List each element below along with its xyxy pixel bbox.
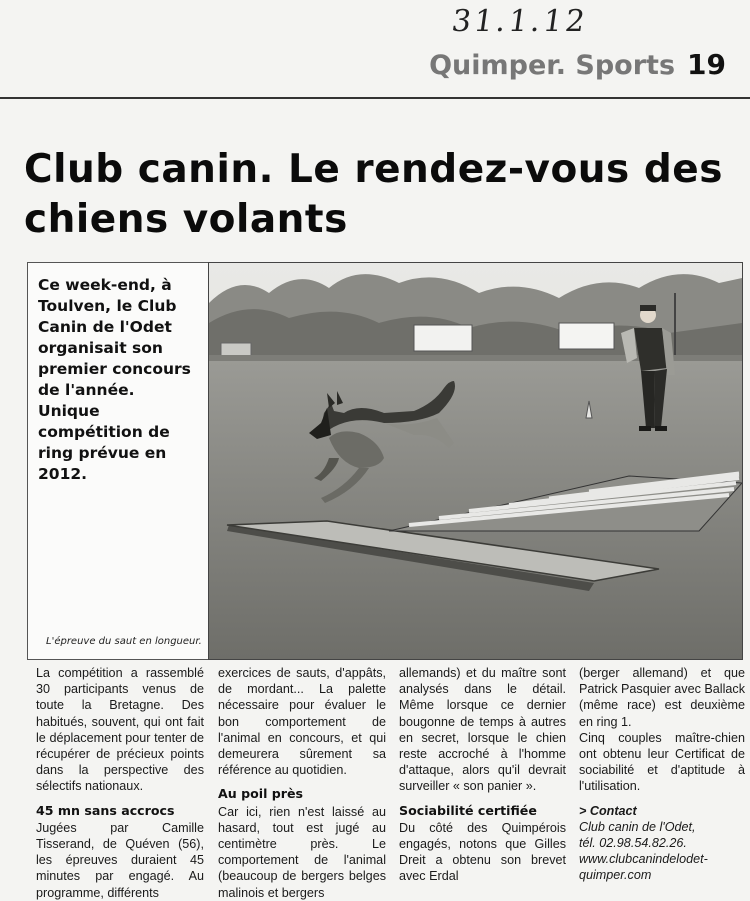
subheading-au-poil-pres: Au poil près (218, 786, 304, 802)
article-column-1 (36, 665, 204, 901)
article-lead: Ce week-end, à Toulven, le Club Canin de l'Odet organisait son premier concours de l'année. Unique compétition de ring prévue en 2012. (38, 276, 191, 483)
header-rule (0, 97, 750, 99)
column-3-paragraph-2: Du côté des Quimpérois engagés, notons que Gilles Dreit a obtenu son brevet avec Erdal (399, 820, 566, 884)
contact-club: Club canin de l'Odet, (579, 819, 696, 834)
article-column-4 (579, 665, 745, 884)
subheading-sociabilite: Sociabilité certifiée (399, 802, 537, 818)
column-1-paragraph-2: Jugées par Camille Tisserand, de Quéven (56), les épreuves duraient 45 minutes par engagé. Au programme, différents (36, 820, 204, 900)
photo-caption: L'épreuve du saut en longueur. (46, 636, 202, 647)
section-header (429, 48, 726, 81)
contact-phone: tél. 02.98.54.82.26. (579, 836, 687, 851)
article-photo (208, 262, 743, 660)
column-2-paragraph-1: exercices de sauts, d'appâts, de mordant... La palette nécessaire pour évaluer le bon comportement de l'animal en concours, et qui demeurera sûrement sa référence au quotidien. (218, 666, 386, 778)
contact-website-cont: quimper.com (579, 868, 652, 883)
column-4-paragraph-2: Cinq couples maître-chien ont obtenu leur Certificat de sociabilité et d'aptitude à l'utilisation. (579, 730, 745, 794)
article-column-2 (218, 665, 386, 901)
column-4-paragraph-1: (berger allemand) et que Patrick Pasquier avec Ballack (même race) est deuxième en ring 1. (579, 666, 745, 729)
photo-illustration (209, 263, 742, 659)
article-column-3 (399, 665, 566, 885)
column-3-paragraph-1: allemands) et du maître sont analysés dans le détail. Même lorsque ce dernier bougonne de temps à autres en secret, lorsque le chien reste accroché à l'homme d'attaque, alors qu'il devrait surveiller « son panier ». (399, 666, 566, 794)
column-2-paragraph-2: Car ici, rien n'est laissé au hasard, tout est jugé au centimètre près. Le comportement de l'animal (beaucoup de bergers belges malinois et bergers (218, 804, 386, 900)
page-number: 19 (687, 48, 726, 81)
article-headline: Club canin. Le rendez-vous des chiens volants (24, 147, 723, 242)
column-1-paragraph-1: La compétition a rassemblé 30 participants venus de toute la Bretagne. Des habitués, souvent, qui ont fait le déplacement pour tenter de récupérer de précieux points dans la perspective des sélectifs nationaux. (36, 666, 204, 794)
contact-website: www.clubcanindelodet- (579, 852, 708, 867)
contact-heading: > Contact (579, 803, 637, 818)
subheading-45mn: 45 mn sans accrocs (36, 802, 175, 818)
section-name: Quimper. Sports (429, 50, 676, 81)
handwritten-date: 31.1.12 (449, 4, 590, 39)
